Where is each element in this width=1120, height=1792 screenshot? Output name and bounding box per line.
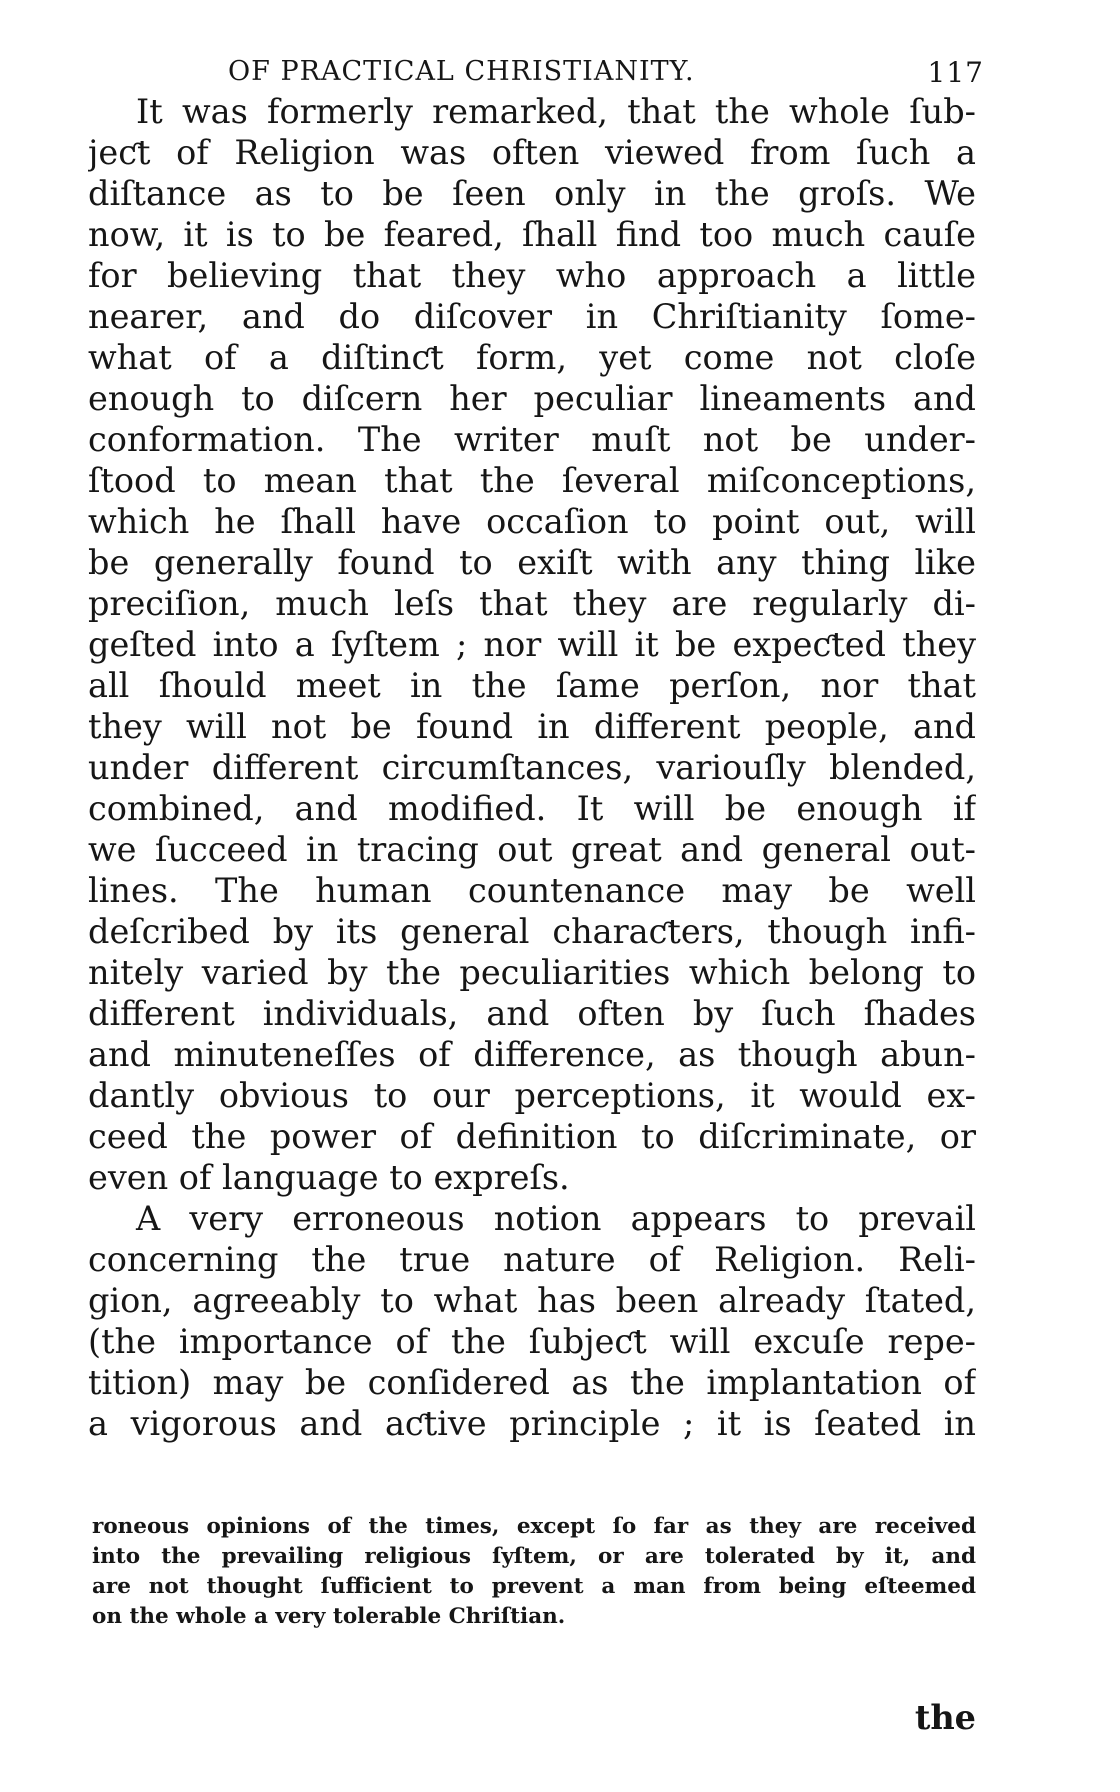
footnote-line: into the prevailing religious ſyſtem, or are tolerated by it, and (92, 1544, 976, 1569)
text-line: they will not be found in different people, and (88, 707, 976, 746)
text-line: conformation. The writer muſt not be under- (88, 420, 976, 459)
text-line: what of a diſtinƈt form, yet come not cloſe (88, 338, 976, 377)
text-line: all ſhould meet in the ſame perſon, nor that (88, 666, 976, 705)
text-line: (the importance of the ſubjeƈt will excuſe repe- (88, 1322, 976, 1361)
text-line: A very erroneous notion appears to prevail (136, 1199, 976, 1238)
text-line: dantly obvious to our perceptions, it would ex- (88, 1076, 976, 1115)
text-line: ceed the power of definition to diſcriminate, or (88, 1117, 976, 1156)
text-line: jeƈt of Religion was often viewed from ſuch a (88, 133, 976, 172)
text-line: ſtood to mean that the ſeveral miſconceptions, (88, 461, 976, 500)
footnote-line: on the whole a very tolerable Chriſtian. (92, 1604, 566, 1629)
text-line: nearer, and do diſcover in Chriſtianity ſome- (88, 297, 976, 336)
text-line: lines. The human countenance may be well (88, 871, 976, 910)
text-line: a vigorous and aƈtive principle ; it is ſeated in (88, 1404, 976, 1443)
text-line: for believing that they who approach a little (88, 256, 976, 295)
text-line: It was formerly remarked, that the whole ſub- (136, 92, 976, 131)
text-line: diſtance as to be ſeen only in the groſs. We (88, 174, 976, 213)
text-line: be generally found to exiſt with any thing like (88, 543, 976, 582)
text-line: different individuals, and often by ſuch ſhades (88, 994, 976, 1033)
text-line: preciſion, much leſs that they are regularly di- (88, 584, 976, 623)
page-number: 117 (927, 56, 984, 89)
text-line: which he ſhall have occaſion to point out, will (88, 502, 976, 541)
text-line: even of language to expreſs. (88, 1158, 570, 1197)
footnote-line: are not thought ſufficient to prevent a man from being eſteemed (92, 1574, 976, 1599)
text-line: concerning the true nature of Religion. Reli- (88, 1240, 976, 1279)
running-title: OF PRACTICAL CHRISTIANITY. (228, 56, 695, 87)
text-line: now, it is to be feared, ſhall find too much cauſe (88, 215, 976, 254)
text-line: under different circumſtances, variouſly blended, (88, 748, 976, 787)
text-line: enough to diſcern her peculiar lineaments and (88, 379, 976, 418)
footnote-line: roneous opinions of the times, except ſo far as they are received (92, 1514, 976, 1539)
text-line: we ſucceed in tracing out great and general out- (88, 830, 976, 869)
text-line: tition) may be conſidered as the implantation of (88, 1363, 976, 1402)
catchword: the (914, 1698, 976, 1737)
text-line: nitely varied by the peculiarities which belong to (88, 953, 976, 992)
text-line: deſcribed by its general charaƈters, though infi- (88, 912, 976, 951)
text-line: and minuteneſſes of difference, as though abun- (88, 1035, 976, 1074)
text-line: geſted into a ſyſtem ; nor will it be expeƈted they (88, 625, 976, 664)
text-line: gion, agreeably to what has been already ſtated, (88, 1281, 976, 1320)
running-header (88, 56, 984, 96)
text-line: combined, and modified. It will be enough if (88, 789, 976, 828)
